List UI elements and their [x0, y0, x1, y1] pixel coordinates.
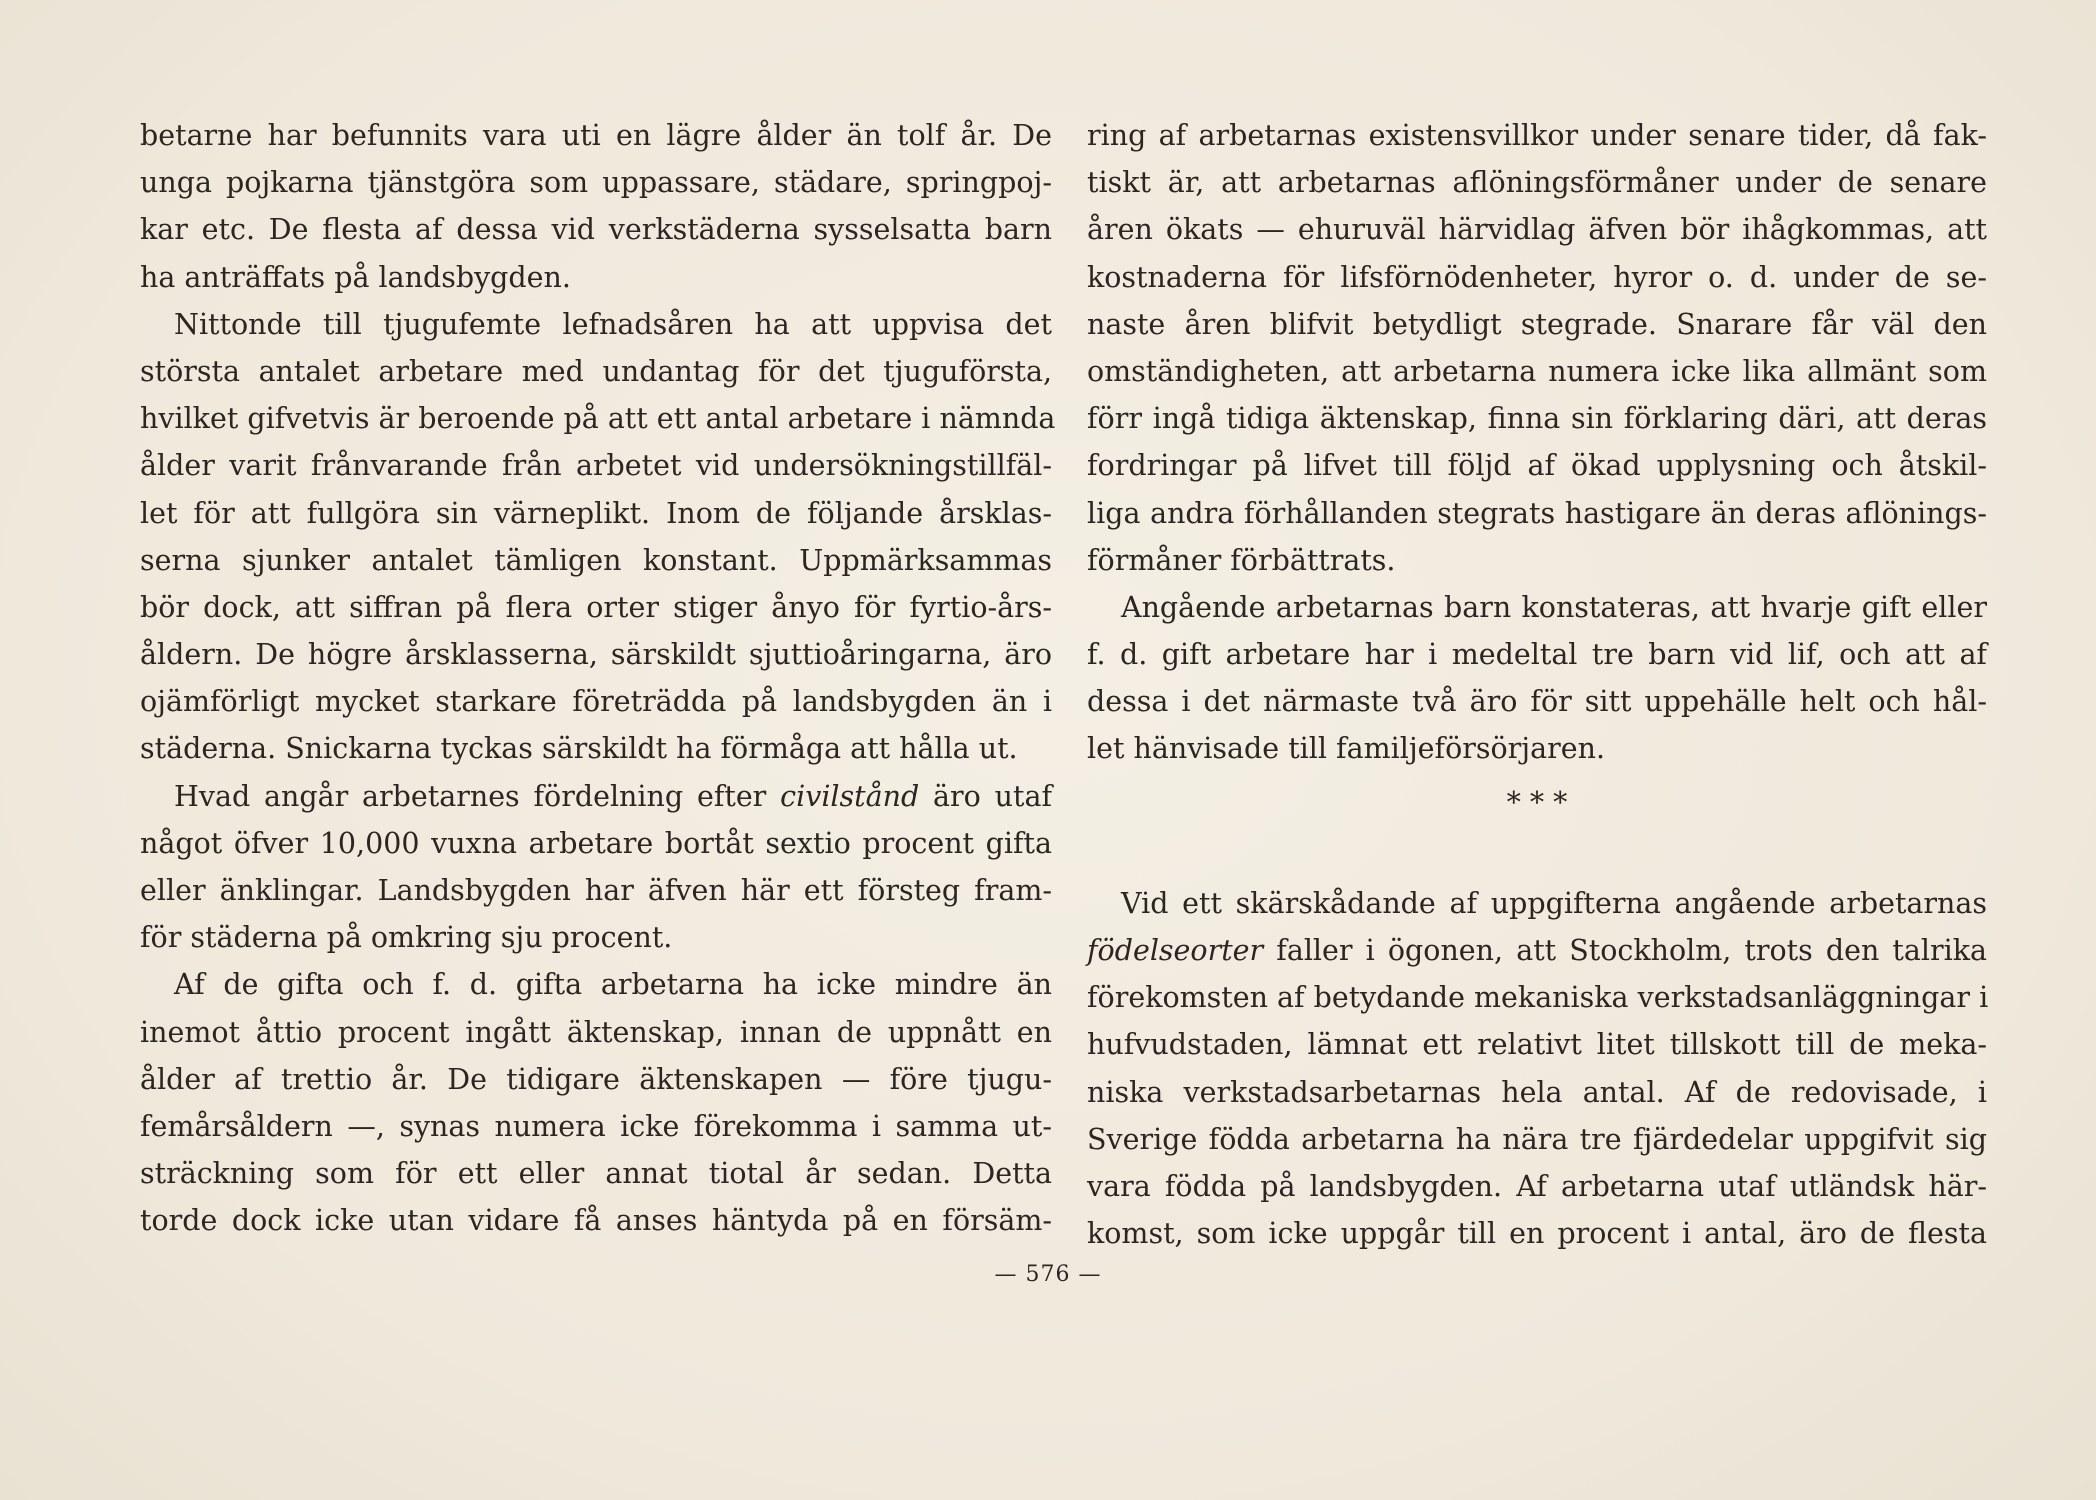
text-line: naste åren blifvit betydligt stegrade. Snarare får väl den: [1087, 307, 1987, 341]
text-line: städerna. Snickarna tyckas särskildt ha förmåga att hålla ut.: [140, 732, 1018, 766]
text-line: förmåner förbättrats.: [1087, 543, 1396, 577]
text-line: något öfver 10,000 vuxna arbetare bortåt sextio procent gifta: [140, 826, 1052, 860]
text-line: serna sjunker antalet tämligen konstant. Uppmärksammas: [140, 543, 1052, 577]
italic-term-fodelseorter: födelseorter: [1087, 934, 1264, 967]
text-line: dessa i det närmaste två äro för sitt uppehälle helt och hål-: [1087, 685, 1987, 719]
text-line: sträckning som för ett eller annat tiotal år sedan. Detta: [140, 1157, 1052, 1191]
text-line: eller änklingar. Landsbygden har äfven här ett försteg fram-: [140, 874, 1052, 907]
text-line: ojämförligt mycket starkare företrädda på landsbygden än i: [140, 685, 1052, 719]
text-line: kar etc. De flesta af dessa vid verkstäderna sysselsatta barn: [140, 213, 1052, 247]
text-line: unga pojkarna tjänstgöra som uppassare, städare, springpoj-: [140, 166, 1052, 200]
page-number: — 576 —: [994, 1262, 1102, 1287]
text-line: liga andra förhållanden stegrats hastigare än deras aflönings-: [1087, 496, 1987, 530]
text-line: niska verkstadsarbetarnas hela antal. Af de redovisade, i: [1087, 1075, 1987, 1109]
text-line: kostnaderna för lifsförnödenheter, hyror o. d. under de se-: [1087, 260, 1987, 294]
text-line: fordringar på lifvet till följd af ökad upplysning och åtskil-: [1087, 449, 1987, 483]
text-line: hufvudstaden, lämnat ett relativt litet tillskott till de meka-: [1087, 1028, 1987, 1062]
text-line: let för att fullgöra sin värneplikt. Inom de följande årsklas-: [140, 496, 1052, 530]
text-line: vara födda på landsbygden. Af arbetarna utaf utländsk här-: [1087, 1169, 1987, 1203]
text-line: ring af arbetarnas existensvillkor under senare tider, då fak-: [1087, 119, 1987, 152]
text-line: betarne har befunnits vara uti en lägre ålder än tolf år. De: [140, 119, 1052, 152]
text-line: åren ökats — ehuruväl härvidlag äfven bör ihågkommas, att: [1087, 213, 1987, 247]
text-line: ålder af trettio år. De tidigare äktenskapen — före tjugu-: [140, 1062, 1052, 1096]
paragraph-start: Nittonde till tjugufemte lefnadsåren ha att uppvisa det: [174, 307, 1052, 341]
text-line: f. d. gift arbetare har i medeltal tre barn vid lif, och att af: [1087, 638, 1987, 672]
blank-line: [1087, 833, 1987, 880]
text-line: största antalet arbetare med undantag för det tjuguförsta,: [140, 354, 1052, 388]
text-line: ålder varit frånvarande från arbetet vid undersökningstillfäl-: [140, 449, 1052, 483]
paragraph-start: [140, 773, 1052, 820]
text-line: let hänvisade till familjeförsörjaren.: [1087, 732, 1606, 766]
paragraph-start: Af de gifta och f. d. gifta arbetarna ha icke mindre än: [174, 968, 1052, 1002]
text-line: förekomsten af betydande mekaniska verkstadsanläggningar i: [1087, 981, 1989, 1015]
text-run: Hvad angår arbetarnes fördelning efter: [174, 779, 767, 813]
paragraph-start: Vid ett skärskådande af uppgifterna angående arbetarnas: [1121, 886, 1987, 920]
paragraph-start: Angående arbetarnas barn konstateras, att hvarje gift eller: [1121, 590, 1987, 624]
text-line: komst, som icke uppgår till en procent i antal, äro de flesta: [1087, 1217, 1987, 1251]
left-column: [140, 112, 1056, 1245]
text-line: Sverige födda arbetarna ha nära tre fjärdedelar uppgifvit sig: [1087, 1122, 1987, 1156]
text-line: ha anträffats på landsbygden.: [140, 260, 571, 294]
right-column: [1087, 112, 1987, 1257]
text-line: torde dock icke utan vidare få anses häntyda på en försäm-: [140, 1204, 1052, 1238]
text-line: [1087, 927, 1987, 974]
text-line: hvilket gifvetvis är beroende på att ett antal arbetare i nämnda: [140, 402, 1056, 436]
text-line: åldern. De högre årsklasserna, särskildt sjuttioåringarna, äro: [140, 638, 1052, 672]
italic-term-civilstand: civilstånd: [780, 779, 920, 813]
text-line: inemot åttio procent ingått äktenskap, innan de uppnått en: [140, 1015, 1052, 1049]
text-line: för städerna på omkring sju procent.: [140, 921, 673, 955]
text-run: faller i ögonen, att Stockholm, trots den talrika: [1276, 934, 1987, 967]
text-run: äro utaf: [933, 779, 1052, 813]
text-line: femårsåldern —, synas numera icke förekomma i samma ut-: [140, 1109, 1052, 1143]
text-line: omständigheten, att arbetarna numera icke lika allmänt som: [1087, 354, 1987, 388]
text-line: tiskt är, att arbetarnas aflöningsförmåner under de senare: [1087, 166, 1987, 200]
section-break-asterisks: * * *: [1506, 785, 1568, 819]
text-line: förr ingå tidiga äktenskap, finna sin förklaring däri, att deras: [1087, 402, 1987, 436]
text-line: bör dock, att siffran på flera orter stiger ånyo för fyrtio-års-: [140, 590, 1052, 624]
